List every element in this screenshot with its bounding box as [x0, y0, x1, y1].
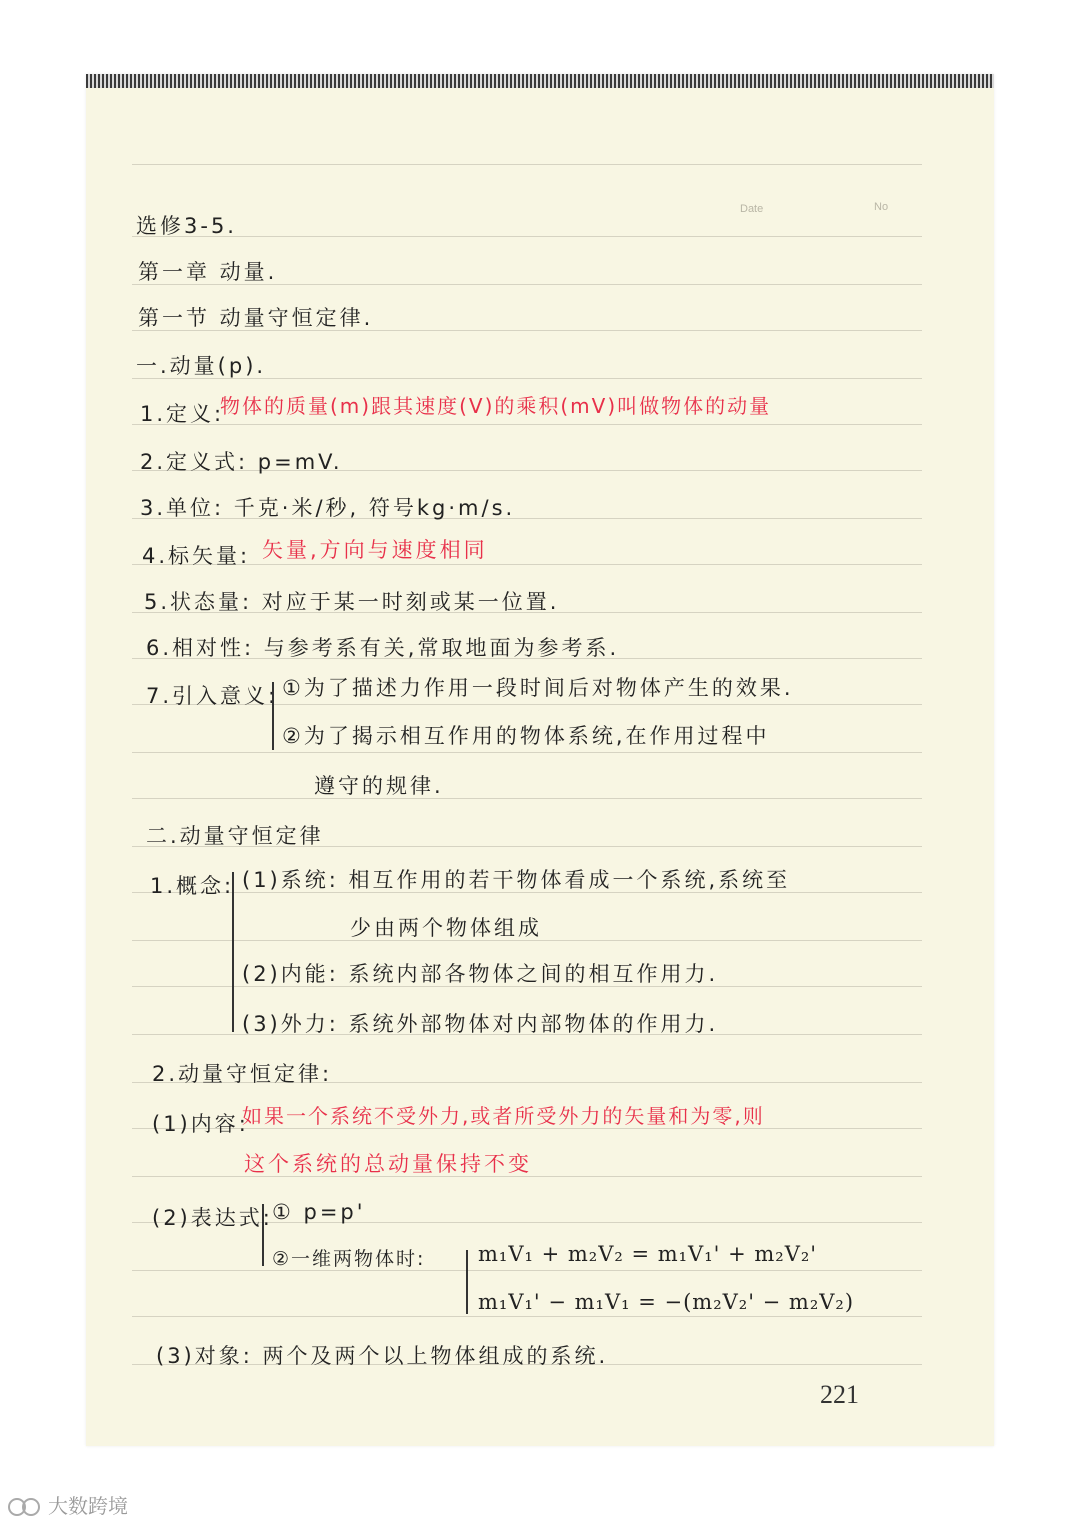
concept-system: (1)系统: 相互作用的若干物体看成一个系统,系统至 [242, 868, 791, 892]
ruled-line [132, 752, 922, 753]
meaning-label: 7.引入意义: [146, 684, 279, 708]
ruled-line [132, 1316, 922, 1317]
date-label: Date [740, 203, 764, 215]
watermark-logo-icon [8, 1495, 42, 1515]
meaning-item-1: ①为了描述力作用一段时间后对物体产生的效果. [282, 676, 794, 700]
watermark [8, 1490, 128, 1519]
concept-internal-force: (2)内能: 系统内部各物体之间的相互作用力. [242, 962, 719, 986]
vector-text: 矢量,方向与速度相同 [262, 538, 488, 562]
ruled-line [132, 564, 922, 565]
heading-momentum: 一.动量(p). [136, 354, 267, 378]
chapter-title: 第一章 动量. [138, 260, 278, 284]
equation-2: m₁V₁' − m₁V₁ = −(m₂V₂' − m₂V₂) [478, 1290, 855, 1314]
vector-label: 4.标矢量: [142, 544, 251, 568]
expression-1: ① p=p' [272, 1200, 366, 1224]
definition-label: 1.定义: [140, 402, 225, 426]
expression-2-label: ②一维两物体时: [272, 1248, 426, 1270]
state-quantity-line: 5.状态量: 对应于某一时刻或某一位置. [144, 590, 560, 614]
relativity-line: 6.相对性: 与参考系有关,常取地面为参考系. [146, 636, 620, 660]
content-label: (1)内容: [152, 1112, 249, 1136]
brace [272, 682, 274, 750]
ruled-line [132, 1270, 922, 1271]
meaning-item-2-cont: 遵守的规律. [314, 774, 444, 798]
page-number: 221 [820, 1380, 859, 1409]
equation-1: m₁V₁ + m₂V₂ = m₁V₁' + m₂V₂' [478, 1242, 818, 1266]
object-line: (3)对象: 两个及两个以上物体组成的系统. [156, 1344, 609, 1368]
concept-external-force: (3)外力: 系统外部物体对内部物体的作用力. [242, 1012, 719, 1036]
watermark-text: 大数跨境 [48, 1494, 128, 1518]
content-text: 如果一个系统不受外力,或者所受外力的矢量和为零,则 [242, 1104, 765, 1128]
formula-line: 2.定义式: p=mV. [140, 450, 343, 474]
course-title: 选修3-5. [136, 214, 237, 238]
ruled-line [132, 424, 922, 425]
brace [262, 1204, 264, 1266]
spiral-binding [86, 74, 994, 88]
definition-text: 物体的质量(m)跟其速度(V)的乘积(mV)叫做物体的动量 [220, 394, 772, 418]
ruled-line [132, 798, 922, 799]
unit-line: 3.单位: 千克·米/秒, 符号kg·m/s. [140, 496, 516, 520]
meaning-item-2: ②为了揭示相互作用的物体系统,在作用过程中 [282, 724, 770, 748]
ruled-line [132, 236, 922, 237]
concept-label: 1.概念: [150, 874, 235, 898]
brace [466, 1250, 468, 1314]
content-text-cont: 这个系统的总动量保持不变 [244, 1152, 532, 1176]
heading-conservation: 二.动量守恒定律 [146, 824, 324, 848]
section-title: 第一节 动量守恒定律. [138, 306, 374, 330]
ruled-line [132, 164, 922, 165]
concept-system-cont: 少由两个物体组成 [350, 916, 542, 940]
brace [232, 872, 234, 1032]
expression-label: (2)表达式: [152, 1206, 273, 1230]
law-heading: 2.动量守恒定律: [152, 1062, 333, 1086]
no-label: No [874, 201, 889, 213]
